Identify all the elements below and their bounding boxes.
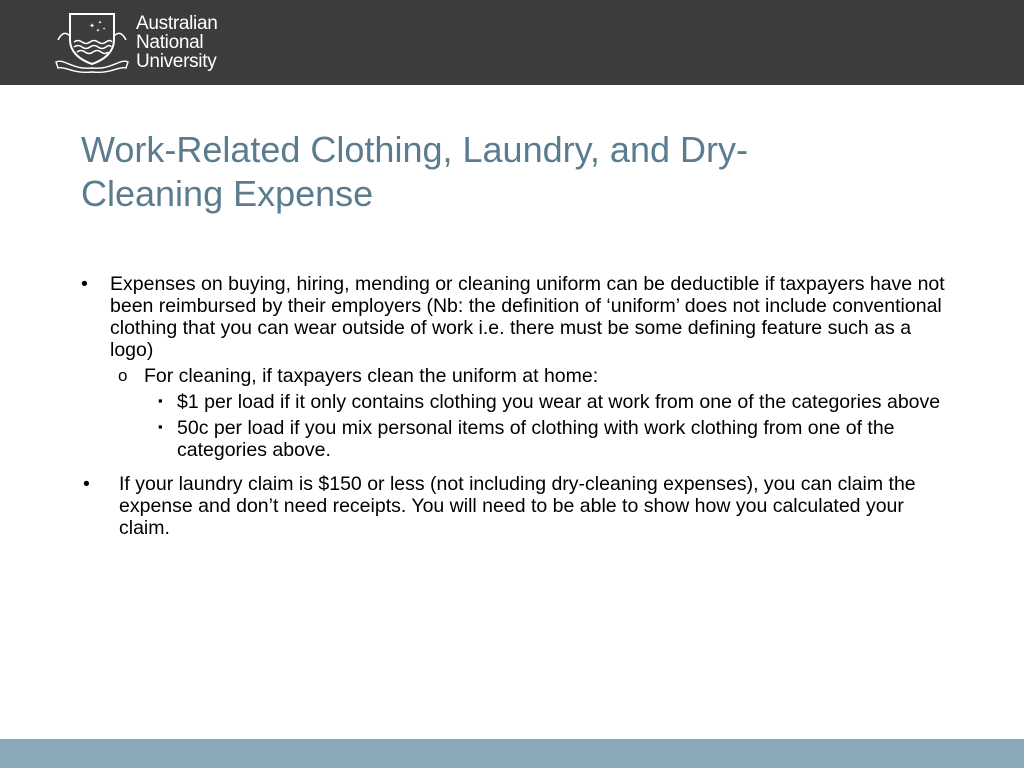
sub-sub-bullet-item (81, 417, 951, 461)
wordmark-line-3: University (136, 51, 217, 72)
header-bar (0, 0, 1024, 85)
wordmark-line-2: National (136, 32, 204, 53)
sub-sub-bullet-text: 50c per load if you mix personal items of clothing with work clothing from one of the categories above. (177, 417, 895, 461)
slide-title: Work-Related Clothing, Laundry, and Dry-Cleaning Expense (81, 129, 748, 214)
svg-text:✦: ✦ (89, 23, 95, 30)
sub-sub-bullet-text: $1 per load if it only contains clothing you wear at work from one of the categories above (177, 391, 941, 413)
slide-content (81, 273, 951, 539)
bullet-text: Expenses on buying, hiring, mending or cleaning uniform can be deductible if taxpayers have not been reimbursed by their employers (Nb: the definition of ‘uniform’ does not include conventional clothing that you can wear outside of work i.e. there must be some defining feature such as a logo) (110, 273, 945, 361)
svg-text:✦: ✦ (97, 20, 103, 26)
bullet-text: If your laundry claim is $150 or less (not including dry-cleaning expenses), you can claim the expense and don’t need receipts. You will need to be able to show how you calculated your claim. (119, 473, 916, 539)
sub-bullet-text: For cleaning, if taxpayers clean the uniform at home: (144, 365, 599, 387)
wordmark-line-1: Australian (136, 13, 218, 34)
anu-crest-logo (52, 10, 132, 74)
bullet-marker: • (81, 273, 88, 295)
bullet-item (81, 473, 951, 539)
bullet-marker: • (83, 473, 90, 495)
sub-bullet-marker: o (118, 366, 128, 385)
svg-text:✦: ✦ (95, 28, 101, 34)
svg-text:✦: ✦ (102, 26, 106, 31)
university-wordmark (136, 14, 218, 71)
bullet-item (81, 273, 951, 361)
square-bullet-marker: ▪ (158, 419, 163, 434)
footer-bar (0, 739, 1024, 768)
sub-sub-bullet-item (81, 391, 951, 413)
square-bullet-marker: ▪ (158, 393, 163, 408)
sub-bullet-item (81, 365, 951, 387)
